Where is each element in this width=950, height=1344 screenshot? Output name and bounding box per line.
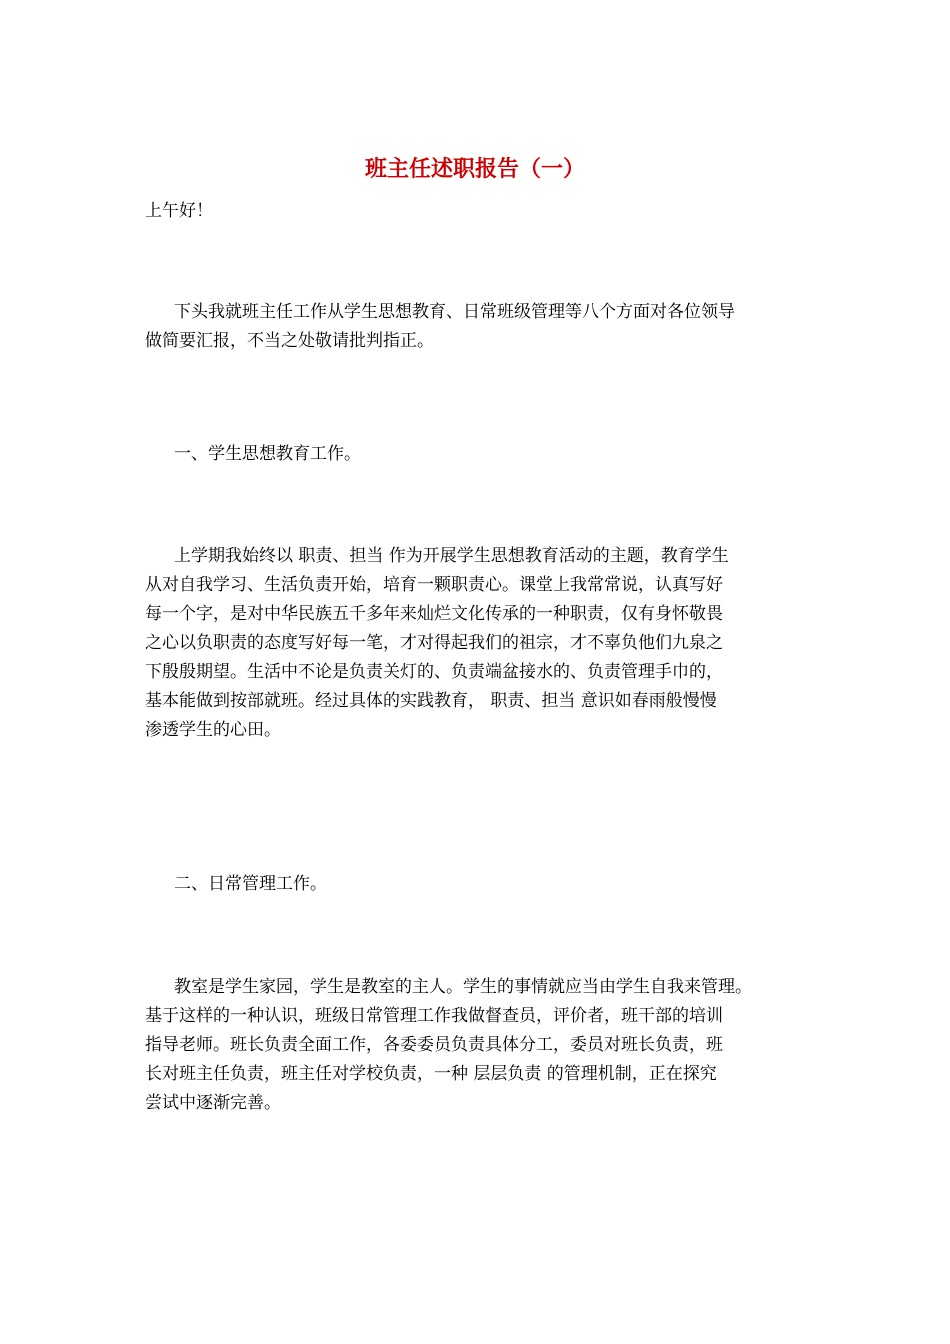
intro-paragraph bbox=[145, 298, 825, 356]
intro-line: 做简要汇报，不当之处敬请批判指正。 bbox=[145, 331, 434, 351]
greeting bbox=[145, 197, 825, 226]
section2-line: 尝试中逐渐完善。 bbox=[145, 1093, 281, 1113]
section1-heading-text: 一、学生思想教育工作。 bbox=[174, 444, 361, 464]
section2-paragraph bbox=[145, 973, 825, 1118]
section1-line: 从对自我学习、生活负责开始，培育一颗职责心。课堂上我常常说，认真写好 bbox=[145, 575, 723, 595]
section2-line: 教室是学生家园，学生是教室的主人。学生的事情就应当由学生自我来管理。 bbox=[174, 977, 752, 997]
section1-paragraph bbox=[145, 542, 825, 745]
section2-line: 基于这样的一种认识，班级日常管理工作我做督查员，评价者，班干部的培训 bbox=[145, 1006, 723, 1026]
section1-line: 渗透学生的心田。 bbox=[145, 720, 281, 740]
document-title: 班主任述职报告（一） bbox=[364, 156, 585, 182]
intro-line: 下头我就班主任工作从学生思想教育、日常班级管理等八个方面对各位领导 bbox=[174, 302, 735, 322]
section2-heading-text: 二、日常管理工作。 bbox=[174, 874, 327, 894]
section1-heading bbox=[145, 440, 825, 469]
greeting-text: 上午好！ bbox=[145, 201, 213, 221]
section1-line: 之心以负职责的态度写好每一笔，才对得起我们的祖宗，才不辜负他们九泉之 bbox=[145, 633, 723, 653]
section1-line: 基本能做到按部就班。经过具体的实践教育， 职责、担当 意识如春雨般慢慢 bbox=[145, 691, 717, 711]
section1-line: 下殷殷期望。生活中不论是负责关灯的、负责端盆接水的、负责管理手巾的， bbox=[145, 662, 723, 682]
section2-heading bbox=[145, 870, 825, 899]
section1-line: 上学期我始终以 职责、担当 作为开展学生思想教育活动的主题，教育学生 bbox=[174, 546, 729, 566]
section1-line: 每一个字，是对中华民族五千多年来灿烂文化传承的一种职责，仅有身怀敬畏 bbox=[145, 604, 723, 624]
section2-line: 长对班主任负责，班主任对学校负责，一种 层层负责 的管理机制，正在探究 bbox=[145, 1064, 717, 1084]
section2-line: 指导老师。班长负责全面工作，各委委员负责具体分工，委员对班长负责，班 bbox=[145, 1035, 723, 1055]
